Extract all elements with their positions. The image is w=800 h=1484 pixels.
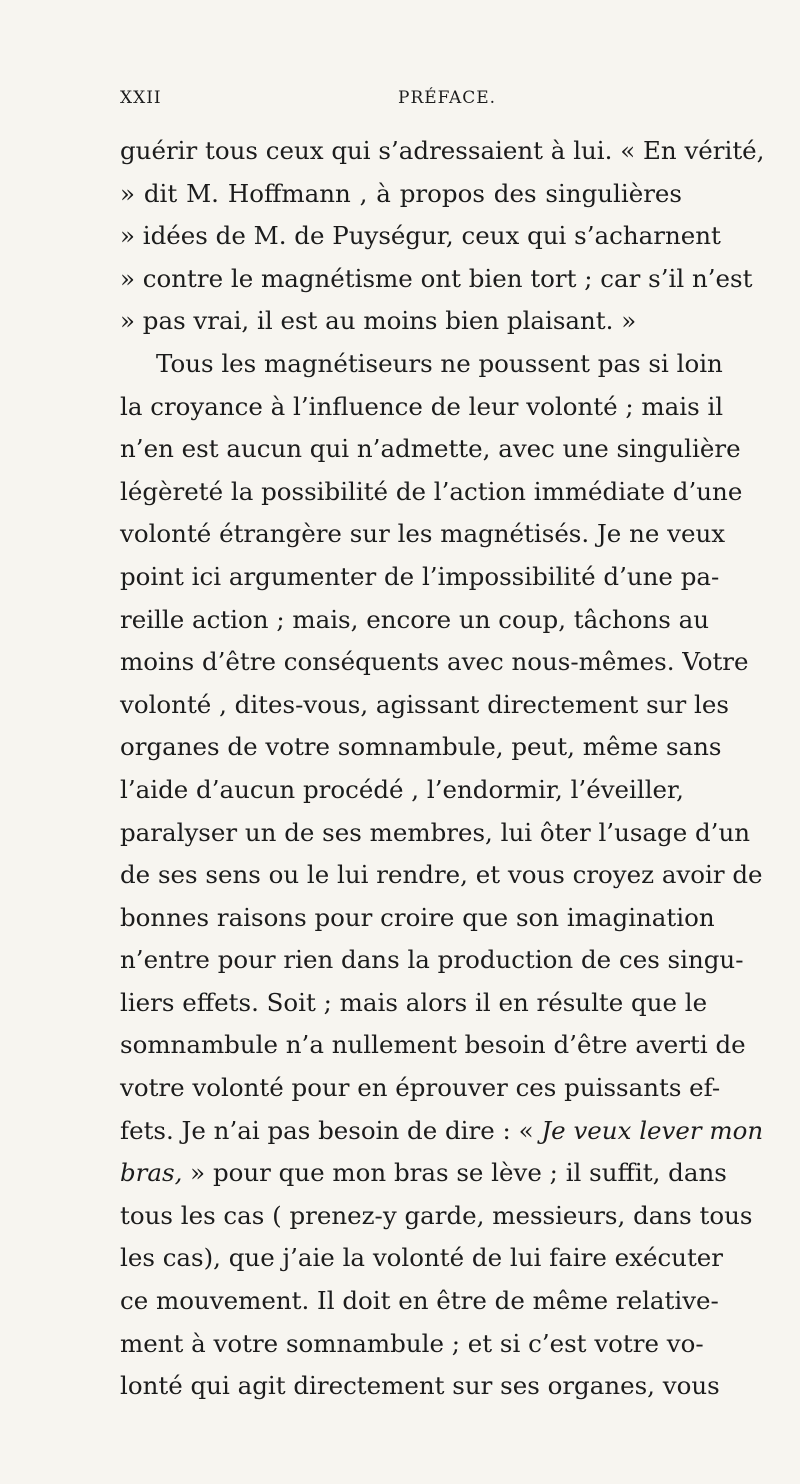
text-line: reille action ; mais, encore un coup, tâchons au — [120, 604, 710, 634]
text-line: somnambule n’a nullement besoin d’être averti de — [120, 1030, 746, 1060]
italic-quote: bras, — [120, 1158, 183, 1188]
text-line: volonté , dites-vous, agissant directement sur les — [120, 689, 729, 719]
text-line: n’entre pour rien dans la production de ces singu- — [120, 945, 744, 975]
text-line: organes de votre somnambule, peut, même sans — [120, 732, 722, 762]
text-line-with-quote: bras, » pour que mon bras se lève ; il suffit, dans — [120, 1158, 727, 1188]
text-line: l’aide d’aucun procédé , l’endormir, l’éveiller, — [120, 774, 684, 804]
page-number: XXII — [120, 88, 162, 108]
body-text — [120, 130, 765, 1408]
text-line: n’en est aucun qui n’admette, avec une singulière — [120, 434, 741, 464]
text-line: légèreté la possibilité de l’action immédiate d’une — [120, 476, 743, 506]
text-line: » contre le magnétisme ont bien tort ; car s’il n’est — [120, 263, 753, 293]
paragraph-start-line: Tous les magnétiseurs ne poussent pas si loin — [156, 348, 723, 378]
text-line: tous les cas ( prenez-y garde, messieurs, dans tous — [120, 1200, 753, 1230]
text-line: volonté étrangère sur les magnétisés. Je ne veux — [120, 519, 726, 549]
text-line: point ici argumenter de l’impossibilité d’une pa- — [120, 561, 720, 591]
text-fragment: pour que mon bras se lève ; il suffit, dans — [212, 1158, 727, 1188]
text-line: de ses sens ou le lui rendre, et vous croyez avoir de — [120, 860, 763, 890]
text-line: guérir tous ceux qui s’adressaient à lui. « En vérité, — [120, 136, 765, 165]
text-line: » pas vrai, il est au moins bien plaisant. » — [120, 306, 637, 336]
text-line: les cas), que j’aie la volonté de lui faire exécuter — [120, 1243, 724, 1273]
text-fragment: fets. Je n’ai pas besoin de dire : — [120, 1115, 511, 1145]
text-line: moins d’être conséquents avec nous-mêmes. Votre — [120, 647, 749, 677]
text-line: lonté qui agit directement sur ses organes, vous — [120, 1371, 720, 1401]
running-title: PRÉFACE. — [398, 88, 497, 108]
text-line: » idées de M. de Puységur, ceux qui s’acharnent — [120, 221, 721, 251]
text-line: paralyser un de ses membres, lui ôter l’usage d’un — [120, 817, 751, 847]
text-line-with-quote: fets. Je n’ai pas besoin de dire : « Je veux lever mon — [120, 1115, 764, 1145]
text-line: la croyance à l’influence de leur volonté ; mais il — [120, 391, 724, 421]
running-head — [120, 88, 680, 112]
text-line: votre volonté pour en éprouver ces puissants ef- — [120, 1073, 721, 1103]
italic-quote: Je veux lever mon — [541, 1115, 764, 1145]
text-line: liers effets. Soit ; mais alors il en résulte que le — [120, 987, 708, 1017]
text-line: bonnes raisons pour croire que son imagination — [120, 902, 715, 932]
text-line: » dit M. Hoffmann , à propos des singulières — [120, 178, 682, 208]
text-line: ce mouvement. Il doit en être de même relative- — [120, 1286, 719, 1316]
text-line: ment à votre somnambule ; et si c’est votre vo- — [120, 1328, 704, 1358]
